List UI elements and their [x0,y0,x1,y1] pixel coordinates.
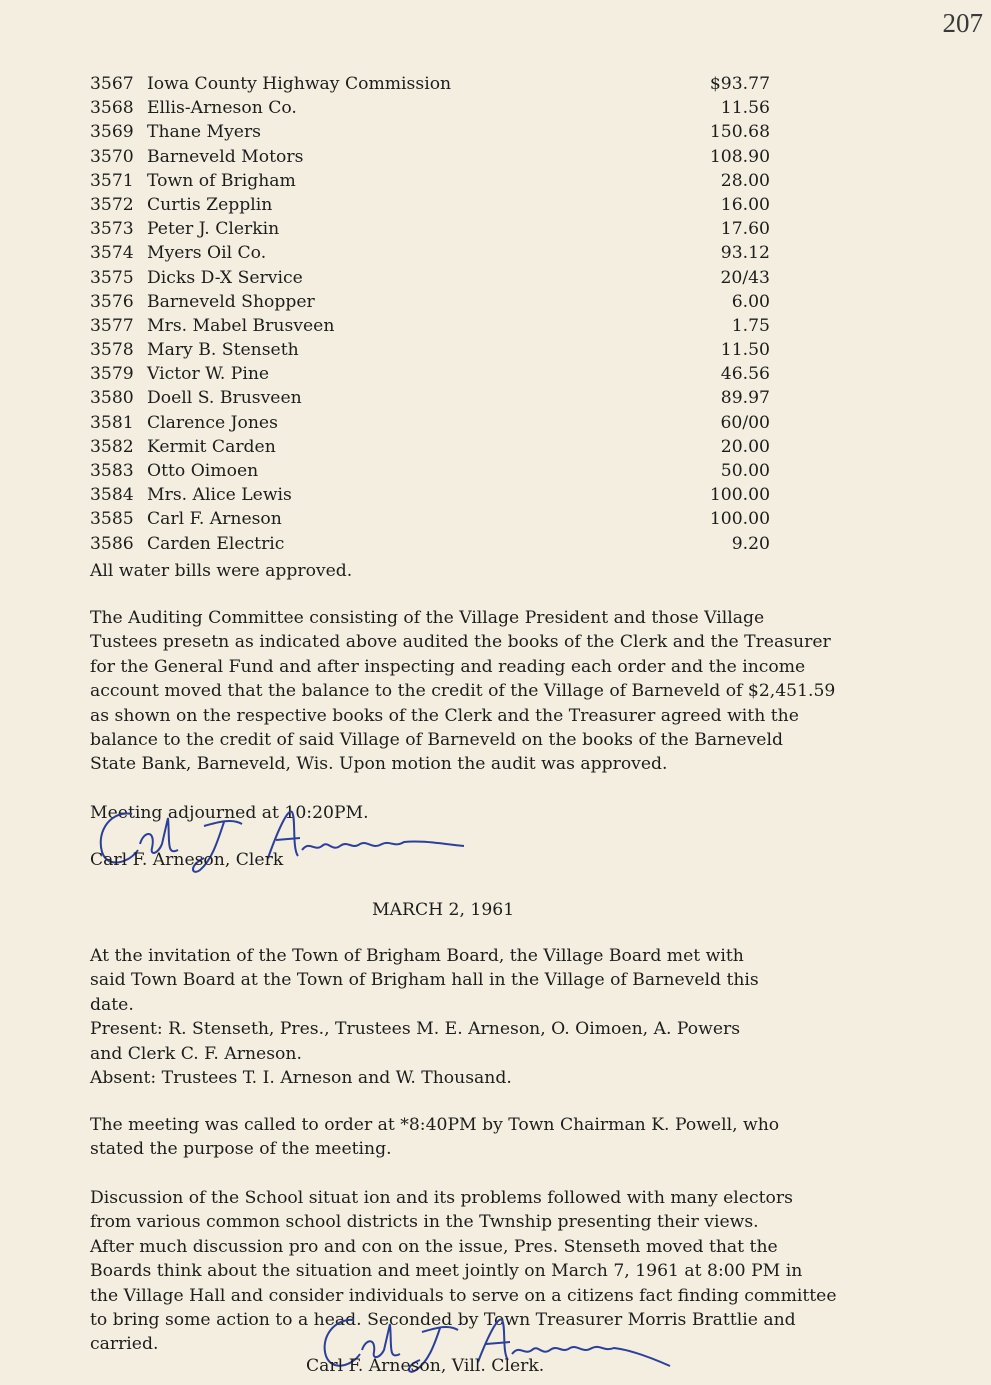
ledger-amount: 93.12 [720,243,770,264]
ledger-order-number: 3586 [90,533,134,554]
ledger-row [90,72,770,96]
ledger-row [90,483,770,507]
ledger-order-number: 3580 [90,388,134,409]
ledger-order-number: 3581 [90,412,134,433]
ledger-row [90,338,770,362]
paragraph-line: The meeting was called to order at *8:40PM by Town Chairman K. Powell, who [90,1115,780,1135]
ledger-payee: Barneveld Motors [147,146,304,167]
ledger-row [90,362,770,386]
call-to-order-paragraph [90,1113,920,1162]
ledger-order-number: 3573 [90,219,134,240]
invitation-paragraph [90,944,920,1090]
ledger-row [90,507,770,531]
ledger-payee: Myers Oil Co. [147,243,267,264]
ledger-order-number: 3579 [90,364,134,385]
paragraph-line: Boards think about the situation and meet jointly on March 7, 1961 at 8:00 PM in [90,1261,803,1282]
ledger-row [90,532,770,556]
ledger-order-number: 3575 [90,267,134,288]
ledger-row [90,193,770,217]
paragraph-line: as shown on the respective books of the Clerk and the Treasurer agreed with the [90,705,799,726]
ledger-payee: Curtis Zepplin [147,194,273,215]
ledger-amount: 1.75 [731,315,770,336]
ledger-order-number: 3571 [90,170,134,191]
ledger-amount: $93.77 [709,74,770,94]
ledger-row [90,386,770,410]
paragraph-line: date. [90,994,134,1015]
ledger-amount: 89.97 [720,388,770,409]
adjourned-note: Meeting adjourned at 10:20PM. [90,803,369,823]
paragraph-line: Absent: Trustees T. I. Arneson and W. Thousand. [90,1068,512,1089]
ledger-amount: 60/00 [720,412,770,433]
paragraph-line: stated the purpose of the meeting. [90,1139,392,1160]
ledger-payee: Victor W. Pine [147,364,270,385]
ledger-amount: 108.90 [709,146,770,167]
ledger-amount: 100.00 [709,509,770,530]
ledger-order-number: 3576 [90,291,134,312]
ledger-row [90,145,770,169]
ledger-payee: Iowa County Highway Commission [147,74,452,94]
ledger-payee: Ellis-Arneson Co. [147,98,297,119]
paragraph-line: to bring some action to a head. Seconded by Town Treasurer Morris Brattlie and [90,1310,796,1331]
ledger-amount: 11.56 [720,98,770,119]
ledger-order-number: 3583 [90,461,134,481]
clerk-signature-line-2: Carl F. Arneson, Vill. Clerk. [306,1356,545,1376]
ledger-payee: Doell S. Brusveen [147,388,302,409]
ledger-row [90,169,770,193]
page-number: 207 [942,8,983,38]
paragraph-line: State Bank, Barneveld, Wis. Upon motion the audit was approved. [90,754,668,775]
ledger-row [90,241,770,265]
ledger-payee: Carl F. Arneson [147,509,282,530]
ledger-amount: 16.00 [720,194,770,215]
ledger-payee: Mrs. Mabel Brusveen [147,315,335,336]
ledger-row [90,435,770,459]
ledger-amount: 50.00 [720,461,770,481]
ledger-order-number: 3572 [90,194,134,215]
paragraph-line: Discussion of the School situat ion and its problems followed with many electors [90,1188,793,1208]
clerk-signature-line-1: Carl F. Arneson, Clerk [90,850,284,870]
ledger-payee: Kermit Carden [147,436,276,457]
ledger-payee: Clarence Jones [147,412,278,433]
paragraph-line: account moved that the balance to the credit of the Village of Barneveld of $2,451.59 [90,681,836,702]
paragraph-line: Tustees presetn as indicated above audited the books of the Clerk and the Treasurer [90,632,831,653]
ledger-order-number: 3567 [90,74,134,94]
paragraph-line: Present: R. Stenseth, Pres., Trustees M. E. Arneson, O. Oimoen, A. Powers [90,1019,741,1040]
ledger-payee: Mary B. Stenseth [147,340,299,361]
payment-ledger [90,72,770,556]
ledger-row [90,120,770,144]
ledger-row [90,314,770,338]
paragraph-line: from various common school districts in the Twnship presenting their views. [90,1212,759,1233]
ledger-row [90,411,770,435]
paragraph-line: balance to the credit of said Village of Barneveld on the books of the Barneveld [90,730,783,751]
audit-paragraph [90,606,920,777]
ledger-order-number: 3585 [90,509,134,530]
water-bills-note: All water bills were approved. [90,561,353,581]
ledger-row [90,266,770,290]
ledger-row [90,290,770,314]
ledger-order-number: 3584 [90,485,134,506]
ledger-order-number: 3574 [90,243,134,264]
ledger-amount: 100.00 [709,485,770,506]
ledger-payee: Barneveld Shopper [147,291,315,312]
ledger-order-number: 3570 [90,146,134,167]
paragraph-line: for the General Fund and after inspecting and reading each order and the income [90,656,806,677]
ledger-payee: Thane Myers [147,122,262,143]
ledger-order-number: 3577 [90,315,134,336]
clerk-signature-1 [92,800,472,885]
ledger-amount: 46.56 [720,364,770,385]
paragraph-line: The Auditing Committee consisting of the Village President and those Village [90,608,765,628]
ledger-row [90,459,770,483]
ledger-payee: Peter J. Clerkin [147,219,280,240]
ledger-order-number: 3578 [90,340,134,361]
ledger-payee: Dicks D-X Service [147,267,303,288]
ledger-amount: 17.60 [720,219,770,240]
ledger-order-number: 3568 [90,98,134,119]
ledger-order-number: 3582 [90,436,134,457]
ledger-amount: 28.00 [720,170,770,191]
ledger-payee: Carden Electric [147,533,285,554]
ledger-amount: 6.00 [731,291,770,312]
ledger-row [90,96,770,120]
paragraph-line: and Clerk C. F. Arneson. [90,1043,302,1064]
ledger-amount: 150.68 [709,122,770,143]
paragraph-line: carried. [90,1334,159,1355]
ledger-payee: Otto Oimoen [147,461,259,481]
ledger-amount: 11.50 [720,340,770,361]
paragraph-line: said Town Board at the Town of Brigham hall in the Village of Barneveld this [90,970,759,991]
ledger-row [90,217,770,241]
ledger-order-number: 3569 [90,122,134,143]
ledger-amount: 20.00 [720,436,770,457]
meeting-date-heading: MARCH 2, 1961 [372,900,515,920]
ledger-payee: Mrs. Alice Lewis [147,485,292,506]
paragraph-line: the Village Hall and consider individuals to serve on a citizens fact finding committee [90,1285,837,1306]
ledger-amount: 9.20 [731,533,770,554]
ledger-payee: Town of Brigham [147,170,296,191]
paragraph-line: At the invitation of the Town of Brigham Board, the Village Board met with [90,946,744,966]
ledger-amount: 20/43 [720,267,770,288]
paragraph-line: After much discussion pro and con on the issue, Pres. Stenseth moved that the [90,1236,778,1257]
